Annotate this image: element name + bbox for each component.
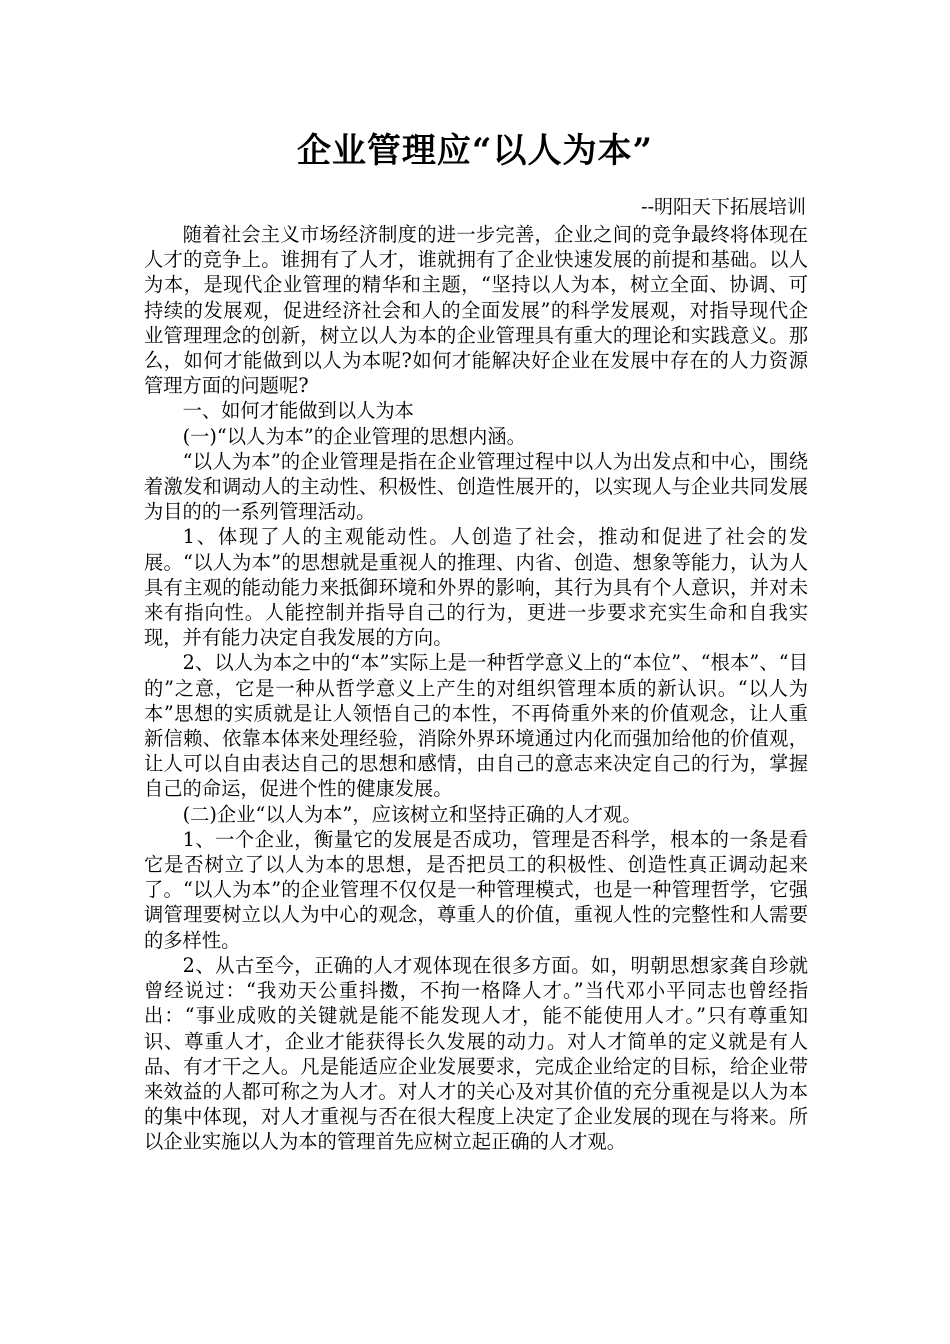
paragraph-talent-1: 1、一个企业，衡量它的发展是否成功，管理是否科学，根本的一条是看它是否树立了以人为本的思想，是否把员工的积极性、创造性真正调动起来了。“以人为本”的企业管理不仅仅是一种管理模式，也是一种管理哲学，它强调管理要树立以人为中心的观念，尊重人的价值，重视人性的完整性和人需要的多样性。 <box>144 827 808 952</box>
heading-section-1: 一、如何才能做到以人为本 <box>182 399 414 423</box>
paragraph-point-1: 1、体现了人的主观能动性。人创造了社会，推动和促进了社会的发展。“以人为本”的思想就是重视人的推理、内省、创造、想象等能力，认为人具有主观的能动能力来抵御环境和外界的影响，其行为具有个人意识，并对未来有指向性。人能控制并指导自己的行为，更进一步要求充实生命和自我实现，并有能力决定自我发展的方向。 <box>144 525 808 650</box>
subheading-2: (二)企业“以人为本”，应该树立和坚持正确的人才观。 <box>182 802 642 826</box>
paragraph-talent-2: 2、从古至今，正确的人才观体现在很多方面。如，明朝思想家龚自珍就曾经说过：“我劝天公重抖擞，不拘一格降人才。”当代邓小平同志也曾经指出：“事业成败的关键就是能不能发现人才，能不能使用人才。”只有尊重知识、尊重人才，企业才能获得长久发展的动力。对人才简单的定义就是有人品、有才干之人。凡是能适应企业发展要求，完成企业给定的目标，给企业带来效益的人都可称之为人才。对人才的关心及对其价值的充分重视是以人为本的集中体现，对人才重视与否在很大程度上决定了企业发展的现在与将来。所以企业实施以人为本的管理首先应树立起正确的人才观。 <box>144 953 808 1154</box>
document-title: 企业管理应“以人为本” <box>296 131 654 171</box>
paragraph-point-2: 2、以人为本之中的“本”实际上是一种哲学意义上的“本位”、“根本”、“目的”之意，它是一种从哲学意义上产生的对组织管理本质的新认识。“以人为本”思想的实质就是让人领悟自己的本性，不再倚重外来的价值观念，让人重新信赖、依靠本体来处理经验，消除外界环境通过内化而强加给他的价值观，让人可以自由表达自己的思想和感情，由自己的意志来决定自己的行为，掌握自己的命运，促进个性的健康发展。 <box>144 651 808 801</box>
document-byline: --明阳天下拓展培训 <box>641 196 806 218</box>
paragraph-intro: 随着社会主义市场经济制度的进一步完善，企业之间的竞争最终将体现在人才的竞争上。谁拥有了人才，谁就拥有了企业快速发展的前提和基础。以人为本，是现代企业管理的精华和主题，“坚持以人为本，树立全面、协调、可持续的发展观，促进经济社会和人的全面发展”的科学发展观，对指导现代企业管理理念的创新，树立以人为本的企业管理具有重大的理论和实践意义。那么，如何才能做到以人为本呢?如何才能解决好企业在发展中存在的人力资源管理方面的问题呢? <box>144 223 808 398</box>
document-body <box>144 222 808 1155</box>
subheading-1: (一)“以人为本”的企业管理的思想内涵。 <box>182 424 526 448</box>
paragraph-definition: “以人为本”的企业管理是指在企业管理过程中以人为出发点和中心，围绕着激发和调动人的主动性、积极性、创造性展开的，以实现人与企业共同发展为目的的一系列管理活动。 <box>144 449 808 524</box>
